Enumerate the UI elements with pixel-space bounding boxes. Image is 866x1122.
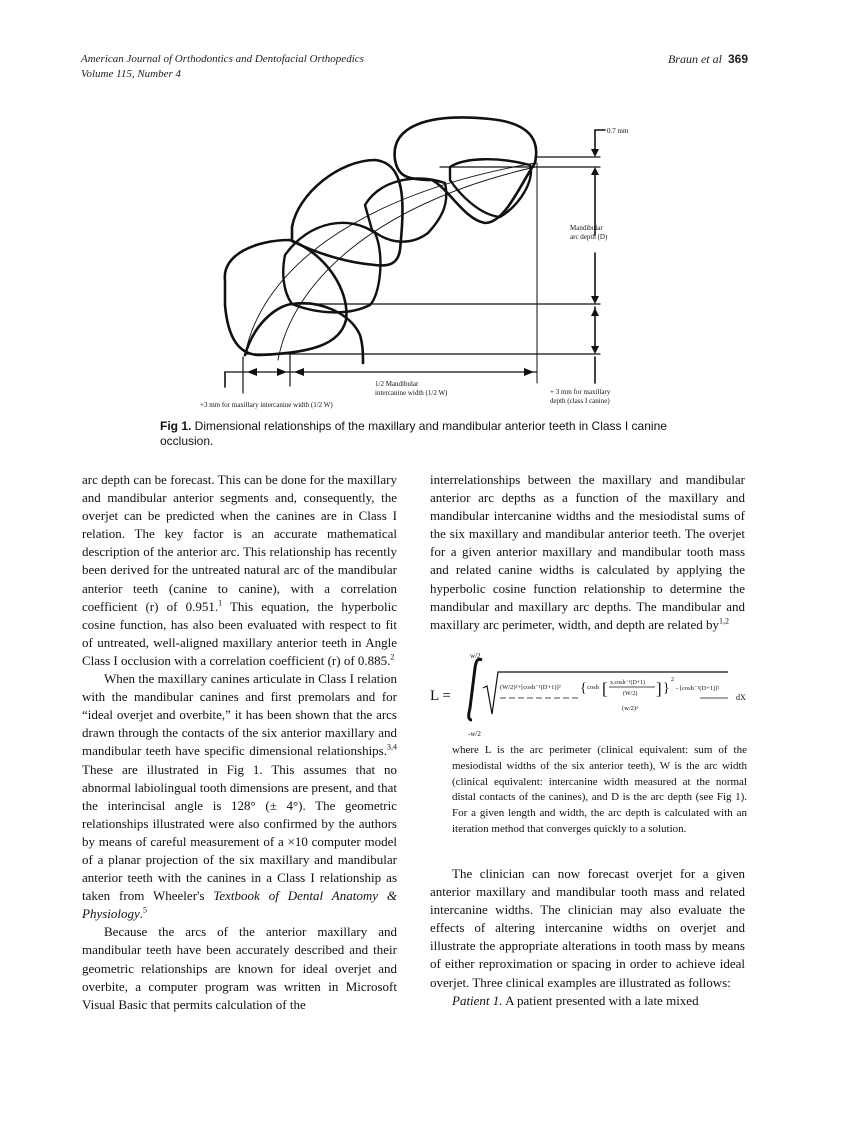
citation: 3,4 <box>387 743 397 753</box>
page-number: 369 <box>727 52 748 66</box>
term-1: (W/2)²+[cosh⁻¹(D+1)]² <box>500 684 561 691</box>
equation-denominator: (w/2)² <box>622 705 639 712</box>
right-column <box>430 471 745 634</box>
equation-lhs: L = <box>430 688 451 704</box>
label-arc-depth-1: Mandibular <box>570 224 603 232</box>
citation: 2 <box>390 652 395 662</box>
paragraph: Patient 1. A patient presented with a late mixed <box>452 992 699 1008</box>
book-title: Textbook of Dental Anatomy & Physiology <box>82 888 397 922</box>
lower-limit: -w/2 <box>468 730 481 738</box>
label-max-depth-1: + 3 mm for maxillary <box>550 388 611 396</box>
caption-text: Dimensional relationships of the maxillary and mandibular anterior teeth in Class I canine occlusion. <box>160 419 667 448</box>
differential: dX <box>736 693 746 702</box>
label-max-width: +3 mm for maxillary intercanine width (1/2 W) <box>200 401 333 409</box>
label-0-7mm: 0.7 mm <box>607 127 629 135</box>
running-header-right <box>668 52 748 67</box>
inner-denominator: (W/2) <box>623 691 638 697</box>
paragraph: interrelationships between the maxillary and mandibular anterior arc depths as a function of the maxillary and mandibular intercanine widths and the mesiodistal sums of the six maxillary and mandibular anterior teeth. The overjet for a given anterior maxillary and mandibular tooth mass and related canine widths is calculated by applying the hyperbolic cosine function relationship to determine the mandibular and maxillary arc depths. The mandibular and maxillary arc perimeter, width, and depth are related by$^{1,2}$ <box>430 472 745 632</box>
paragraph: The clinician can now forecast overjet for a given anterior maxillary and mandibular tooth mass and related intercanine widths. The clinician may also evaluate the effects of altering intercanine widths on overjet and illustrate the appropriate alterations in tooth mass by means of either reproximation or spacing in order to achieve ideal overjet. Three clinical examples are illustrated as follows: <box>430 866 745 990</box>
paragraph: arc depth can be forecast. This can be done for the maxillary and mandibular anterior segments and, consequently, the overjet can be predicted when the canines are in Class I relation. The key factor is an accurate mathematical description of the anterior arc. This relationship has recently been derived for the untreated natural arc of the mandibular anterior teeth (canine to canine), with a correlation coefficient (r) of 0.951.$^1$ This equation, the hyperbolic cosine function, has also been evaluated with respect to fit of untreated, well-aligned maxillary anterior teeth in Angle Class I occlusion with a correlation coefficient (r) of 0.885.$^2$ <box>82 472 397 668</box>
authors: Braun et al <box>667 52 722 66</box>
figure-caption <box>160 419 700 449</box>
citation: 1,2 <box>718 616 729 626</box>
caption-label: Fig 1. <box>160 419 192 433</box>
journal-title: American Journal of Orthodontics and Dentofacial Orthopedics <box>81 53 364 65</box>
figure-1 <box>200 105 680 415</box>
running-header-left <box>81 52 364 82</box>
right-column-continued <box>430 865 745 1010</box>
citation: 1 <box>218 598 223 608</box>
cosh: cosh <box>587 684 599 691</box>
label-arc-depth-2: arc depth (D) <box>570 233 608 241</box>
label-half-width-2: intercanine width (1/2 W) <box>375 389 448 397</box>
term-3: - [cosh⁻¹(D+1)]² <box>676 685 720 692</box>
left-column <box>82 471 397 1014</box>
equation-explanation: where L is the arc perimeter (clinical equivalent: sum of the mesiodistal widths of the six anterior teeth), W is the arc width (clinical equivalent: intercanine width measured at the normal distal contacts of the canines), and D is the arc depth (see Fig 1). For a given length and width, the arc depth is calculated with an iteration method that converges quickly to a solution. <box>452 744 747 835</box>
bracket-close: ] <box>656 679 662 698</box>
citation: 5 <box>143 905 148 915</box>
label-half-width-1: 1/2 Mandibular <box>375 380 419 388</box>
upper-limit: w/2 <box>470 652 481 660</box>
arc-perimeter-equation <box>430 648 755 738</box>
paragraph: When the maxillary canines articulate in Class I relation with the mandibular canines and first premolars and for “ideal overjet and overbite,” it has been shown that the arcs drawn through the contacts of the six anterior maxillary and mandibular teeth have specific dimensional relationships.$^{3,4}$ These are illustrated in Fig 1. This assumes that no abnormal labiolingual tooth dimensions are present, and that the interincisal angle is 128° (± 4°). The geometric relationships illustrated were also confirmed by the authors by means of careful measurement of a ×10 computer model of a planar projection of the six maxillary and mandibular anterior teeth with the canines in a Class I relationship as taken from Wheeler's Textbook of Dental Anatomy & Physiology.$^5$ <box>82 671 397 922</box>
patient-label: Patient 1. <box>452 992 503 1008</box>
label-max-depth-2: depth (class I canine) <box>550 397 610 405</box>
bracket-open: [ <box>602 679 608 698</box>
paragraph: Because the arcs of the anterior maxillary and mandibular teeth have been accurately described and their geometric relationships are known for ideal overjet and overbite, a computer program was written in Microsoft Visual Basic that permits calculation of the <box>82 924 397 1012</box>
exponent: 2 <box>671 677 674 683</box>
dental-arc-diagram <box>200 105 680 415</box>
journal-volume: Volume 115, Number 4 <box>81 68 182 80</box>
inner-numerator: x.cosh⁻¹(D+1) <box>610 680 646 686</box>
brace-open: { <box>580 681 587 696</box>
brace-close: } <box>663 681 670 696</box>
